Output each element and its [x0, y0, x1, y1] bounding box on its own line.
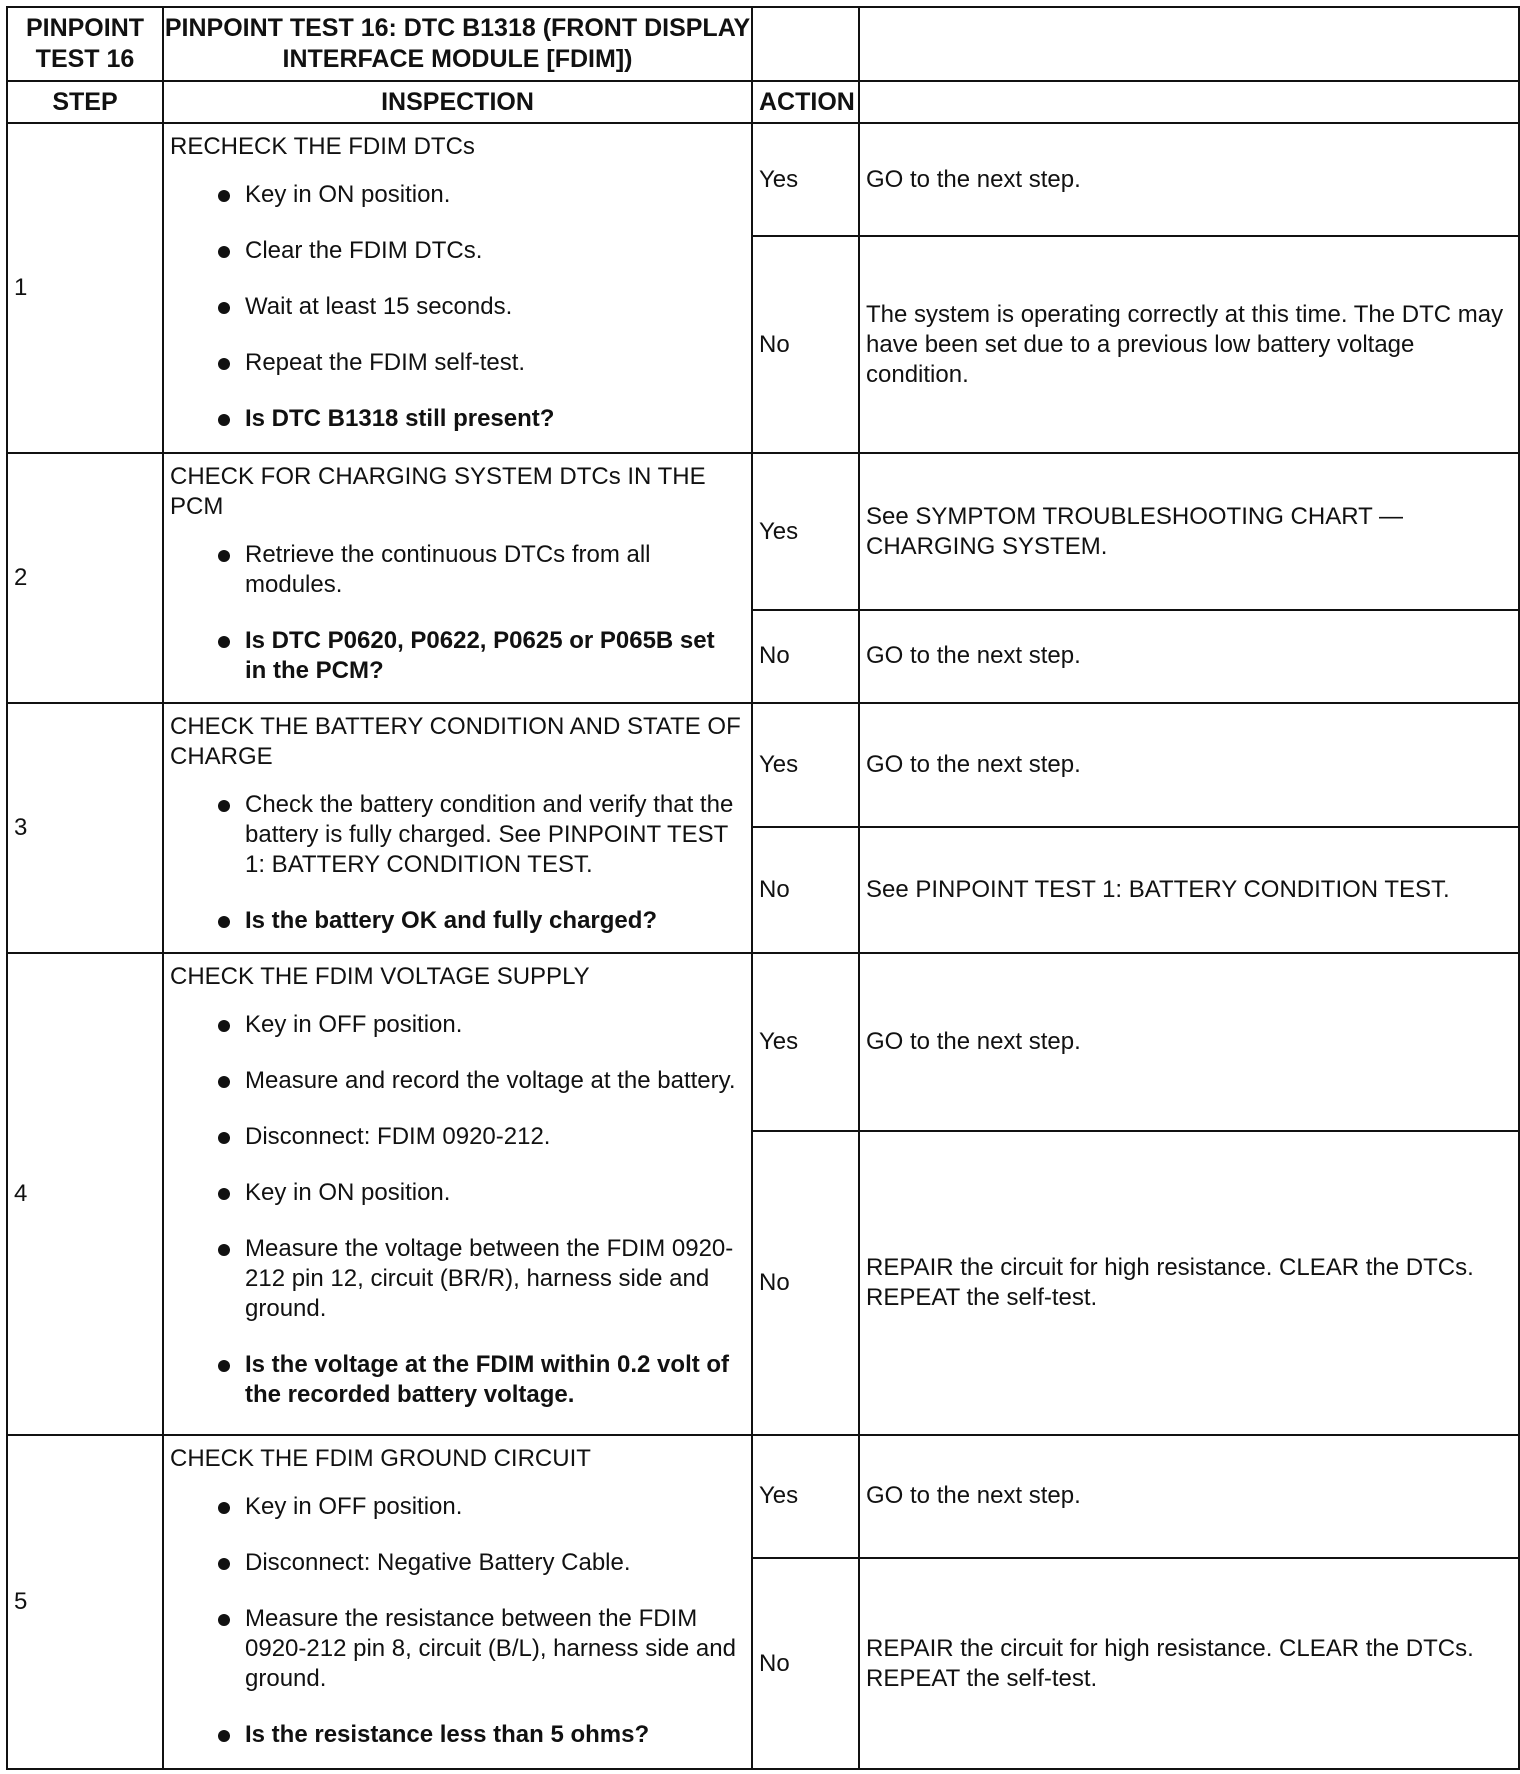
column-header-step: STEP — [7, 81, 163, 124]
action-no-result: The system is operating correctly at this time. The DTC may have been set due to a previous low battery voltage condition. — [859, 236, 1519, 454]
bullet-text: Check the battery condition and verify that the battery is fully charged. See PINPOINT TEST 1: BATTERY CONDITION TEST. — [245, 790, 734, 878]
inspection-bullet — [170, 1234, 741, 1324]
inspection-title: CHECK THE FDIM VOLTAGE SUPPLY — [170, 962, 590, 990]
test-label: PINPOINT TEST 16 — [7, 7, 163, 81]
header-row-top — [7, 7, 1519, 81]
inspection-bullet — [170, 1122, 741, 1152]
bullet-dot-icon — [218, 636, 230, 648]
inspection-cell — [163, 123, 752, 453]
step-row-yes — [7, 453, 1519, 609]
inspection-question — [170, 404, 741, 434]
bullet-dot-icon — [218, 1020, 230, 1032]
inspection-cell — [163, 1435, 752, 1769]
bullet-text: Measure the voltage between the FDIM 0920-212 pin 12, circuit (BR/R), harness side and ground. — [245, 1234, 734, 1322]
inspection-bullet — [170, 348, 741, 378]
inspection-bullet-list — [170, 1010, 741, 1410]
bullet-dot-icon — [218, 1244, 230, 1256]
bullet-dot-icon — [218, 358, 230, 370]
bullet-dot-icon — [218, 916, 230, 928]
action-no-label: No — [752, 827, 859, 953]
inspection-bullet — [170, 790, 741, 880]
pinpoint-test-table — [6, 6, 1520, 1770]
header-row-columns — [7, 81, 1519, 124]
bullet-dot-icon — [218, 1132, 230, 1144]
inspection-bullet-list — [170, 790, 741, 936]
bullet-text: Wait at least 15 seconds. — [245, 293, 513, 321]
inspection-bullet-list — [170, 540, 741, 686]
inspection-question — [170, 1350, 741, 1410]
step-row-yes — [7, 953, 1519, 1131]
action-no-result: GO to the next step. — [859, 610, 1519, 703]
bullet-text: Retrieve the continuous DTCs from all modules. — [245, 541, 651, 599]
bullet-dot-icon — [218, 1360, 230, 1372]
step-number: 5 — [7, 1435, 163, 1769]
action-no-label: No — [752, 1558, 859, 1769]
inspection-bullet — [170, 1178, 741, 1208]
step-number: 2 — [7, 453, 163, 702]
bullet-text: Disconnect: FDIM 0920-212. — [245, 1122, 551, 1150]
step-number: 3 — [7, 703, 163, 953]
bullet-text: Clear the FDIM DTCs. — [245, 237, 483, 265]
header-blank-cell — [859, 7, 1519, 81]
inspection-bullet — [170, 540, 741, 600]
inspection-title: CHECK THE BATTERY CONDITION AND STATE OF CHARGE — [170, 712, 741, 770]
header-blank-cell — [859, 81, 1519, 124]
bullet-text: Repeat the FDIM self-test. — [245, 349, 526, 377]
bullet-dot-icon — [218, 414, 230, 426]
bullet-dot-icon — [218, 550, 230, 562]
bullet-dot-icon — [218, 1502, 230, 1514]
inspection-question — [170, 1720, 741, 1750]
inspection-cell — [163, 703, 752, 953]
action-no-label: No — [752, 236, 859, 454]
action-no-result: See PINPOINT TEST 1: BATTERY CONDITION TEST. — [859, 827, 1519, 953]
header-blank-cell — [752, 7, 859, 81]
bullet-text: Key in OFF position. — [245, 1492, 463, 1520]
inspection-question — [170, 626, 741, 686]
test-title: PINPOINT TEST 16: DTC B1318 (FRONT DISPLAY INTERFACE MODULE [FDIM]) — [163, 7, 752, 81]
inspection-title: CHECK THE FDIM GROUND CIRCUIT — [170, 1444, 591, 1472]
bullet-dot-icon — [218, 1558, 230, 1570]
inspection-cell — [163, 953, 752, 1435]
bullet-text: Key in OFF position. — [245, 1010, 463, 1038]
action-yes-result: GO to the next step. — [859, 703, 1519, 828]
step-number: 1 — [7, 123, 163, 453]
question-text: Is DTC P0620, P0622, P0625 or P065B set in the PCM? — [245, 627, 715, 685]
action-no-result: REPAIR the circuit for high resistance. CLEAR the DTCs. REPEAT the self-test. — [859, 1131, 1519, 1435]
question-text: Is the resistance less than 5 ohms? — [245, 1720, 650, 1748]
bullet-dot-icon — [218, 190, 230, 202]
inspection-bullet — [170, 1492, 741, 1522]
inspection-bullet-list — [170, 1492, 741, 1750]
bullet-dot-icon — [218, 302, 230, 314]
inspection-cell — [163, 453, 752, 702]
step-row-yes — [7, 1435, 1519, 1558]
action-yes-label: Yes — [752, 703, 859, 828]
bullet-dot-icon — [218, 1614, 230, 1626]
action-yes-label: Yes — [752, 1435, 859, 1558]
inspection-bullet — [170, 236, 741, 266]
bullet-text: Key in ON position. — [245, 181, 451, 209]
inspection-bullet — [170, 1010, 741, 1040]
action-yes-result: GO to the next step. — [859, 123, 1519, 236]
bullet-text: Key in ON position. — [245, 1178, 451, 1206]
inspection-bullet — [170, 1066, 741, 1096]
inspection-bullet — [170, 1604, 741, 1694]
question-text: Is DTC B1318 still present? — [245, 405, 555, 433]
inspection-bullet-list — [170, 180, 741, 434]
action-yes-result: GO to the next step. — [859, 1435, 1519, 1558]
inspection-bullet — [170, 1548, 741, 1578]
action-no-label: No — [752, 610, 859, 703]
bullet-text: Disconnect: Negative Battery Cable. — [245, 1548, 631, 1576]
step-row-yes — [7, 123, 1519, 236]
bullet-dot-icon — [218, 246, 230, 258]
action-no-label: No — [752, 1131, 859, 1435]
question-text: Is the battery OK and fully charged? — [245, 906, 658, 934]
column-header-inspection: INSPECTION — [163, 81, 752, 124]
inspection-bullet — [170, 292, 741, 322]
inspection-question — [170, 906, 741, 936]
bullet-text: Measure the resistance between the FDIM 0920-212 pin 8, circuit (B/L), harness side and ground. — [245, 1604, 736, 1692]
action-yes-label: Yes — [752, 123, 859, 236]
bullet-dot-icon — [218, 1730, 230, 1742]
bullet-dot-icon — [218, 800, 230, 812]
column-header-action: ACTION — [752, 81, 859, 124]
bullet-dot-icon — [218, 1188, 230, 1200]
step-number: 4 — [7, 953, 163, 1435]
step-row-yes — [7, 703, 1519, 828]
question-text: Is the voltage at the FDIM within 0.2 volt of the recorded battery voltage. — [245, 1350, 730, 1408]
bullet-text: Measure and record the voltage at the battery. — [245, 1066, 736, 1094]
action-yes-label: Yes — [752, 453, 859, 609]
bullet-dot-icon — [218, 1076, 230, 1088]
action-yes-label: Yes — [752, 953, 859, 1131]
inspection-title: CHECK FOR CHARGING SYSTEM DTCs IN THE PCM — [170, 463, 706, 521]
action-yes-result: See SYMPTOM TROUBLESHOOTING CHART — CHARGING SYSTEM. — [859, 453, 1519, 609]
inspection-bullet — [170, 180, 741, 210]
inspection-title: RECHECK THE FDIM DTCs — [170, 133, 475, 161]
action-yes-result: GO to the next step. — [859, 953, 1519, 1131]
action-no-result: REPAIR the circuit for high resistance. CLEAR the DTCs. REPEAT the self-test. — [859, 1558, 1519, 1769]
